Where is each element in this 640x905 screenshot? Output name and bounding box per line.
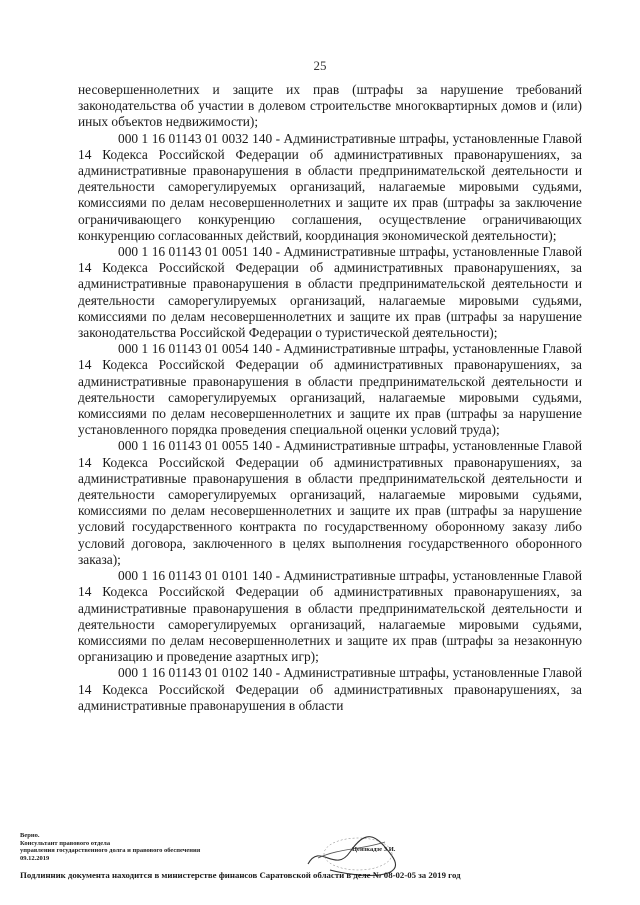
page-number: 25 [313, 58, 327, 73]
paragraph: несовершеннолетних и защите их прав (штрафы за нарушение требований законодательства об участии в долевом строительстве многоквартирных домов и (или) иных объектов недвижимости); [78, 82, 582, 130]
paragraph: 000 1 16 01143 01 0102 140 - Административные штрафы, установленные Главой 14 Кодекса Российской Федерации об административных правонарушениях, за административные правонарушения в области [78, 665, 582, 713]
certification-line: Верно. [20, 832, 40, 839]
paragraph: 000 1 16 01143 01 0032 140 - Административные штрафы, установленные Главой 14 Кодекса Российской Федерации об административных правонарушениях, за административные правонарушения в области предпринимательской деятельности и деятельности саморегулируемых организаций, налагаемые мировыми судьями, комиссиями по делам несовершеннолетних и защите их прав (штрафы за заключение ограничивающего конкуренцию соглашения, осуществление ограничивающих конкуренцию согласованных действий, координация экономической деятельности); [78, 130, 582, 243]
executor-name: Цензкадзе З.И. [352, 846, 396, 853]
certification-line: управления государственного долга и правового обеспечения [20, 847, 201, 855]
paragraph: 000 1 16 01143 01 0055 140 - Административные штрафы, установленные Главой 14 Кодекса Российской Федерации об административных правонарушениях, за административные правонарушения в области предпринимательской деятельности и деятельности саморегулируемых организаций, налагаемые мировыми судьями, комиссиями по делам несовершеннолетних и защите их прав (штрафы за нарушение условий государственного контракта по государственному оборонному заказу либо условий договора, заключенного в целях выполнения государственного оборонного заказа); [78, 438, 582, 567]
paragraph: 000 1 16 01143 01 0054 140 - Административные штрафы, установленные Главой 14 Кодекса Российской Федерации об административных правонарушениях, за административные правонарушения в области предпринимательской деятельности и деятельности саморегулируемых организаций, налагаемые мировыми судьями, комиссиями по делам несовершеннолетних и защите их прав (штрафы за нарушение установленного порядка проведения специальной оценки условий труда); [78, 341, 582, 438]
paragraph: 000 1 16 01143 01 0101 140 - Административные штрафы, установленные Главой 14 Кодекса Российской Федерации об административных правонарушениях, за административные правонарушения в области предпринимательской деятельности и деятельности саморегулируемых организаций, налагаемые мировыми судьями, комиссиями по делам несовершеннолетних и защите их прав (штрафы за незаконную организацию и проведение азартных игр); [78, 568, 582, 665]
certification-block [20, 832, 620, 862]
document-body [78, 82, 582, 714]
certification-line: 09.12.2019 [20, 854, 50, 862]
original-location-note: Подлинник документа находится в министерстве финансов Саратовской области в деле № 08-02-05 за 2019 год [20, 870, 461, 880]
certification-line: Консультант правового отдела [20, 839, 111, 847]
paragraph: 000 1 16 01143 01 0051 140 - Административные штрафы, установленные Главой 14 Кодекса Российской Федерации об административных правонарушениях, за административные правонарушения в области предпринимательской деятельности и деятельности саморегулируемых организаций, налагаемые мировыми судьями, комиссиями по делам несовершеннолетних и защите их прав (штрафы за нарушение законодательства Российской Федерации о туристической деятельности); [78, 244, 582, 341]
